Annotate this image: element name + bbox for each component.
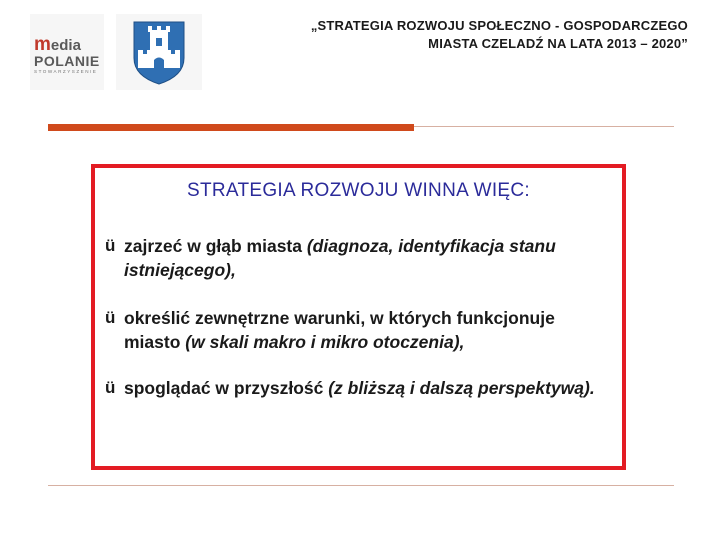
bullet-text: spoglądać w przyszłość (z bliższą i dalszą perspektywą). [124, 378, 595, 398]
media-polanie-logo-text [34, 34, 100, 74]
document-title-line2: MIASTA CZELADŹ NA LATA 2013 – 2020” [428, 36, 688, 51]
document-title-line1: „STRATEGIA ROZWOJU SPOŁECZNO - GOSPODARCZEGO [310, 18, 688, 33]
city-crest-logo [116, 14, 202, 90]
media-logo-initial: m [34, 34, 51, 55]
bullet-text: określić zewnętrzne warunki, w których funkcjonuje miasto (w skali makro i mikro otoczenia), [124, 308, 555, 352]
crest-icon [116, 14, 202, 90]
document-title [228, 17, 688, 53]
content-box [91, 164, 626, 470]
media-logo-word: edia [50, 37, 81, 54]
bullet-item-3 [105, 376, 615, 400]
bullet-item-1 [105, 234, 615, 282]
checkmark-icon: ü [105, 378, 116, 397]
media-logo-polanie: POLANIE [34, 53, 100, 69]
checkmark-icon: ü [105, 308, 116, 327]
media-logo-subtitle: STOWARZYSZENIE [34, 69, 98, 74]
accent-bar [48, 124, 414, 131]
media-polanie-logo [30, 14, 104, 90]
top-divider-line [414, 126, 674, 127]
box-heading: STRATEGIA ROZWOJU WINNA WIĘC: [187, 180, 530, 201]
bottom-divider-line [48, 485, 674, 486]
bullet-text: zajrzeć w głąb miasta (diagnoza, identyfikacja stanu istniejącego), [124, 236, 556, 280]
checkmark-icon: ü [105, 236, 116, 255]
bullet-item-2 [105, 306, 615, 354]
